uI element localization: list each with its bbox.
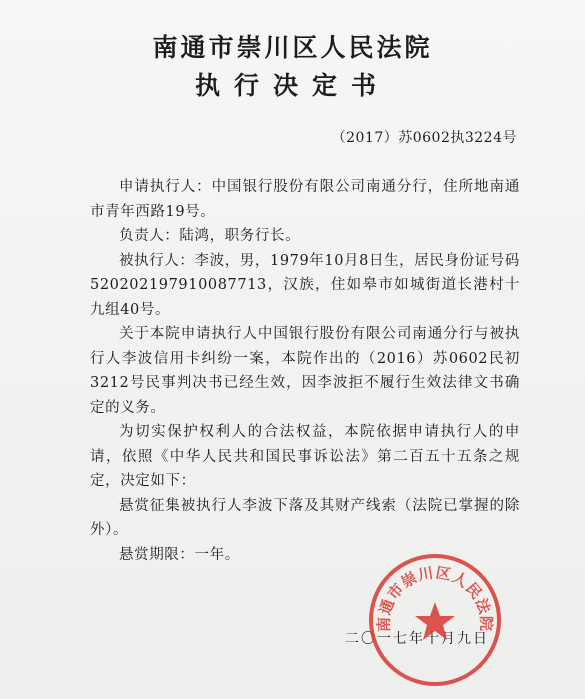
case-background-paragraph: 关于本院申请执行人中国银行股份有限公司南通分行与被执行人李波信用卡纠纷一案，本院作出的（2016）苏0602民初3212号民事判决书已经生效，因李波拒不履行生效法律文书确定的义务。 (90, 326, 520, 416)
document-body (90, 175, 520, 567)
reward-period-paragraph: 悬赏期限：一年。 (119, 546, 240, 563)
court-name: 南通市崇川区人民法院 (152, 33, 433, 62)
court-seal-icon (365, 550, 505, 690)
legal-basis-paragraph: 为切实保护权利人的合法权益，本院依据申请执行人的申请，依照《中华人民共和国民事诉讼法》第二百五十五条之规定，决定如下： (90, 424, 520, 489)
respondent-paragraph: 被执行人：李波，男，1979年10月8日生，居民身份证号码520202197910087713，汉族，住如皋市如城街道长港村十九组40号。 (90, 252, 520, 318)
decision-paragraph: 悬赏征集被执行人李波下落及其财产线索（法院已掌握的除外）。 (90, 497, 520, 538)
case-number: （2017）苏0602执3224号 (331, 130, 517, 146)
svg-text:南通市崇川区人民法院: 南通市崇川区人民法院 (374, 563, 496, 632)
responsible-person-paragraph: 负责人：陆鸿，职务行长。 (119, 228, 301, 244)
document-title: 执行决定书 (194, 71, 390, 100)
decision-date: 二〇一七年十月九日 (345, 631, 489, 647)
applicant-paragraph: 申请执行人：中国银行股份有限公司南通分行，住所地南通市青年西路19号。 (90, 179, 520, 220)
